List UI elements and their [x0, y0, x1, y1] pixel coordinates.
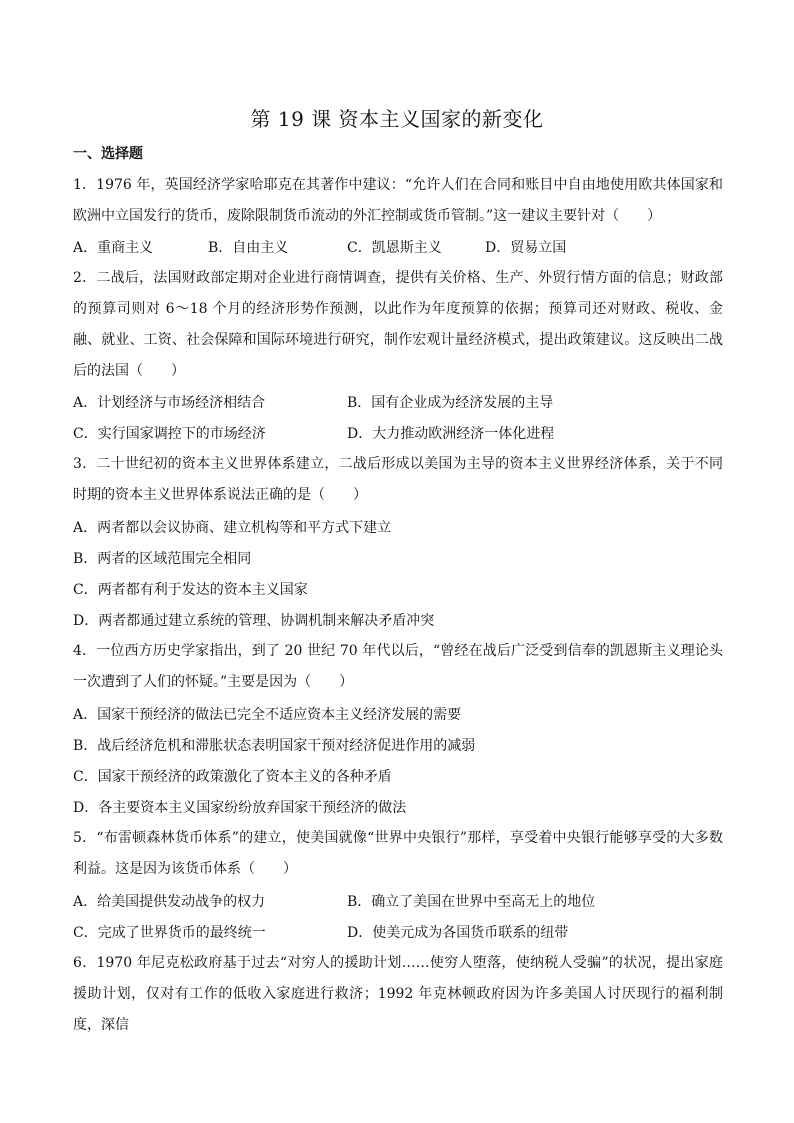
question-5-option-d: D．使美元成为各国货币联系的纽带 — [347, 925, 569, 941]
question-4-option-d: D．各主要资本主义国家纷纷放弃国家干预经济的做法 — [73, 800, 407, 816]
question-1-stem: 1．1976 年，英国经济学家哈耶克在其著作中建议：“允许人们在合同和账目中自由地使用欧共体国家和欧洲中立国发行的货币，废除限制货币流动的外汇控制或货币管制。”这一建议主要针对（ ） — [73, 177, 723, 224]
question-3-stem: 3．二十世纪初的资本主义世界体系建立，二战后形成以美国为主导的资本主义世界经济体系，关于不同时期的资本主义世界体系说法正确的是（ ） — [73, 456, 723, 503]
question-1-option-c: C．凯恩斯主义 — [347, 240, 442, 256]
question-3-option-b: B．两者的区域范围完全相同 — [73, 551, 252, 567]
section-heading: 一、选择题 — [73, 146, 143, 162]
question-3-option-d: D．两者都通过建立系统的管理、协调机制来解决矛盾冲突 — [73, 613, 435, 629]
question-1-option-a: A．重商主义 — [73, 240, 154, 256]
question-4-option-b: B．战后经济危机和滞胀状态表明国家干预对经济促进作用的减弱 — [73, 738, 476, 754]
question-2-stem: 2．二战后，法国财政部定期对企业进行商情调查，提供有关价格、生产、外贸行情方面的信息；财政部的预算司则对 6～18 个月的经济形势作预测，以此作为年度预算的依据；预算司还对财政、税收、金融、就业、工资、社会保障和国际环境进行研究，制作宏观计量经济模式，提出政策建议。这反映出二战后的法国（ ） — [73, 270, 723, 379]
question-5-option-c: C．完成了世界货币的最终统一 — [73, 925, 266, 941]
question-5-stem: 5．“布雷顿森林货币体系”的建立，使美国就像“世界中央银行”那样，享受着中央银行能够享受的大多数利益。这是因为该货币体系（ ） — [73, 830, 723, 877]
question-4-stem: 4．一位西方历史学家指出，到了 20 世纪 70 年代以后，“曾经在战后广泛受到信奉的凯恩斯主义理论头一次遭到了人们的怀疑。”主要是因为（ ） — [73, 643, 723, 690]
question-5-option-b: B．确立了美国在世界中至高无上的地位 — [347, 894, 596, 910]
question-1-option-d: D．贸易立国 — [485, 240, 567, 256]
question-1-option-b: B．自由主义 — [208, 240, 289, 256]
page-title: 第 19 课 资本主义国家的新变化 — [250, 107, 544, 131]
question-6-stem: 6．1970 年尼克松政府基于过去“对穷人的援助计划……使穷人堕落，使纳税人受骗”的状况，提出家庭援助计划，仅对有工作的低收入家庭进行救济；1992 年克林顿政府因为许多美国人讨厌现行的福利制度，深信 — [73, 955, 723, 1033]
question-2-option-d: D．大力推动欧洲经济一体化进程 — [347, 426, 555, 442]
question-3-option-c: C．两者都有利于发达的资本主义国家 — [73, 582, 308, 598]
question-5-option-a: A．给美国提供发动战争的权力 — [73, 894, 266, 910]
question-2-option-c: C．实行国家调控下的市场经济 — [73, 426, 266, 442]
question-4-option-c: C．国家干预经济的政策激化了资本主义的各种矛盾 — [73, 769, 392, 785]
question-2-option-b: B．国有企业成为经济发展的主导 — [347, 395, 554, 411]
question-2-option-a: A．计划经济与市场经济相结合 — [73, 395, 266, 411]
question-3-option-a: A．两者都以会议协商、建立机构等和平方式下建立 — [73, 520, 392, 536]
question-4-option-a: A．国家干预经济的做法已完全不适应资本主义经济发展的需要 — [73, 707, 462, 723]
